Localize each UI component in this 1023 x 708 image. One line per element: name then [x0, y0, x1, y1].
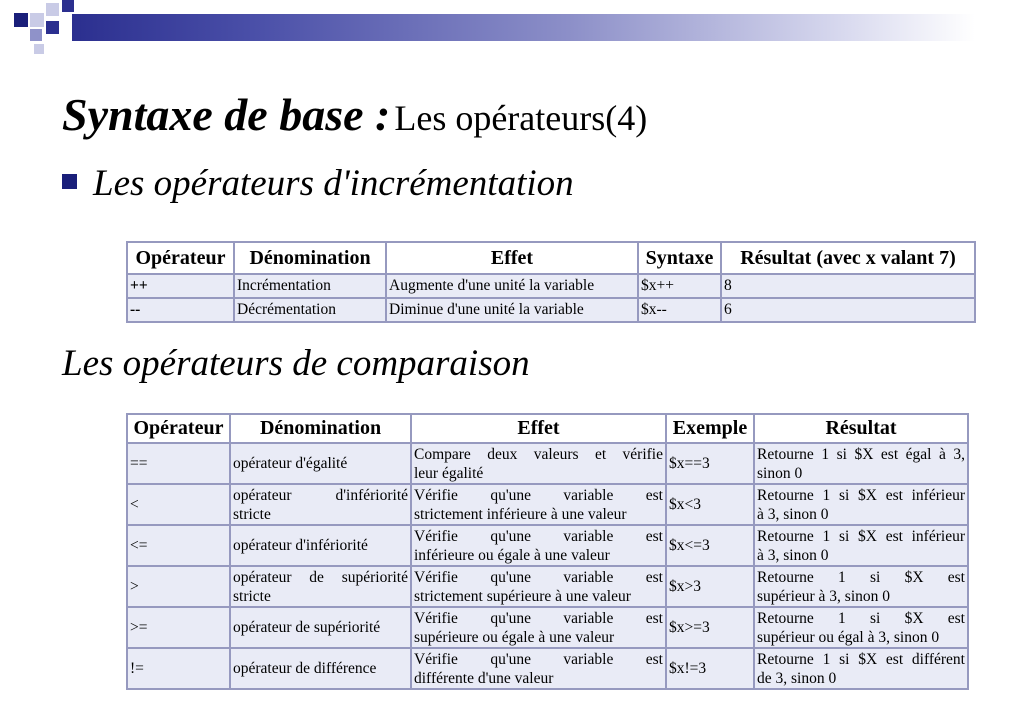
header-gradient-bar [72, 14, 975, 41]
result-cell [754, 648, 968, 689]
example-cell: $x!=3 [666, 648, 754, 689]
section-incrementation [62, 165, 574, 202]
denomination-cell [230, 607, 411, 648]
effect-cell: Augmente d'une unité la variable [386, 274, 638, 298]
result-cell-line: Retourne 1 si $X est différent [757, 650, 965, 668]
effect-cell [411, 607, 666, 648]
incrementation-table [126, 241, 976, 323]
section-incrementation-label: Les opérateurs d'incrémentation [93, 163, 574, 204]
operator-cell: ++ [127, 274, 234, 298]
table-row [127, 648, 968, 689]
operator-cell: < [127, 484, 230, 525]
column-header: Effet [411, 414, 666, 443]
result-cell [754, 566, 968, 607]
effect-cell [411, 443, 666, 484]
column-header: Opérateur [127, 242, 234, 274]
result-cell: 6 [721, 298, 975, 322]
effect-cell [411, 566, 666, 607]
result-cell: 8 [721, 274, 975, 298]
example-cell: $x==3 [666, 443, 754, 484]
result-cell-line: Retourne 1 si $X est inférieur [757, 527, 965, 545]
table-row [127, 484, 968, 525]
column-header: Syntaxe [638, 242, 721, 274]
table-row [127, 607, 968, 648]
denomination-cell-line: opérateur d'égalité [233, 455, 348, 472]
result-cell [754, 443, 968, 484]
table-row [127, 274, 975, 298]
column-header: Résultat [754, 414, 968, 443]
effect-cell [411, 525, 666, 566]
slide-title [62, 89, 648, 140]
square-bullet-icon [62, 174, 77, 189]
result-cell-line: sinon 0 [757, 464, 803, 482]
denomination-cell-line: opérateur de différence [233, 660, 377, 677]
denomination-cell [230, 525, 411, 566]
effect-cell [411, 484, 666, 525]
effect-cell-line: Vérifie qu'une variable est [414, 568, 663, 586]
denomination-cell-line: opérateur de supériorité [233, 619, 381, 636]
slide-title-normal: Les opérateurs(4) [394, 98, 648, 138]
slide-title-bold: Syntaxe de base : [62, 89, 391, 140]
denomination-cell-line: opérateur d'infériorité [233, 537, 368, 554]
example-cell: $x>=3 [666, 607, 754, 648]
result-cell-line: Retourne 1 si $X est [757, 609, 965, 627]
column-header: Opérateur [127, 414, 230, 443]
result-cell [754, 525, 968, 566]
effect-cell-line: leur égalité [414, 464, 484, 482]
denomination-cell-line: opérateur d'infériorité [233, 486, 408, 504]
syntax-cell: $x-- [638, 298, 721, 322]
denomination-cell-line: stricte [233, 505, 271, 523]
denomination-cell: Incrémentation [234, 274, 386, 298]
table-row [127, 443, 968, 484]
example-cell: $x<3 [666, 484, 754, 525]
slide-header-decoration [0, 0, 1023, 56]
section-comparison-label: Les opérateurs de comparaison [62, 343, 530, 384]
table-header-row [127, 414, 968, 443]
syntax-cell: $x++ [638, 274, 721, 298]
operator-cell: == [127, 443, 230, 484]
result-cell-line: à 3, sinon 0 [757, 505, 829, 523]
denomination-cell [230, 566, 411, 607]
denomination-cell: Décrémentation [234, 298, 386, 322]
effect-cell: Diminue d'une unité la variable [386, 298, 638, 322]
column-header: Exemple [666, 414, 754, 443]
denomination-cell [230, 443, 411, 484]
effect-cell-line: Vérifie qu'une variable est [414, 527, 663, 545]
example-cell: $x>3 [666, 566, 754, 607]
effect-cell-line: supérieure ou égale à une valeur [414, 628, 615, 646]
result-cell [754, 484, 968, 525]
effect-cell-line: Vérifie qu'une variable est [414, 486, 663, 504]
denomination-cell-line: opérateur de supériorité [233, 568, 408, 586]
operator-cell: -- [127, 298, 234, 322]
result-cell-line: de 3, sinon 0 [757, 669, 837, 687]
decor-square [14, 13, 28, 27]
result-cell-line: supérieur à 3, sinon 0 [757, 587, 891, 605]
denomination-cell [230, 484, 411, 525]
result-cell-line: Retourne 1 si $X est égal à 3, [757, 445, 965, 463]
effect-cell-line: strictement supérieure à une valeur [414, 587, 631, 605]
column-header: Résultat (avec x valant 7) [721, 242, 975, 274]
example-cell: $x<=3 [666, 525, 754, 566]
decor-square [62, 0, 74, 12]
effect-cell-line: strictement inférieure à une valeur [414, 505, 627, 523]
effect-cell-line: Vérifie qu'une variable est [414, 650, 663, 668]
decor-square [46, 3, 59, 16]
decor-square [30, 29, 42, 41]
decor-square [30, 13, 44, 27]
table-row [127, 566, 968, 607]
operator-cell: <= [127, 525, 230, 566]
result-cell [754, 607, 968, 648]
effect-cell-line: Compare deux valeurs et vérifie [414, 445, 663, 463]
operator-cell: > [127, 566, 230, 607]
effect-cell [411, 648, 666, 689]
table-header-row [127, 242, 975, 274]
result-cell-line: supérieur ou égal à 3, sinon 0 [757, 628, 940, 646]
column-header: Dénomination [230, 414, 411, 443]
effect-cell-line: inférieure ou égale à une valeur [414, 546, 610, 564]
denomination-cell-line: stricte [233, 587, 271, 605]
result-cell-line: Retourne 1 si $X est inférieur [757, 486, 965, 504]
effect-cell-line: Vérifie qu'une variable est [414, 609, 663, 627]
operator-cell: >= [127, 607, 230, 648]
denomination-cell [230, 648, 411, 689]
result-cell-line: Retourne 1 si $X est [757, 568, 965, 586]
comparison-table [126, 413, 969, 690]
decor-square [34, 44, 44, 54]
column-header: Effet [386, 242, 638, 274]
table-row [127, 525, 968, 566]
table-row [127, 298, 975, 322]
decor-square [46, 21, 59, 34]
operator-cell: != [127, 648, 230, 689]
result-cell-line: à 3, sinon 0 [757, 546, 829, 564]
column-header: Dénomination [234, 242, 386, 274]
effect-cell-line: différente d'une valeur [414, 669, 554, 687]
